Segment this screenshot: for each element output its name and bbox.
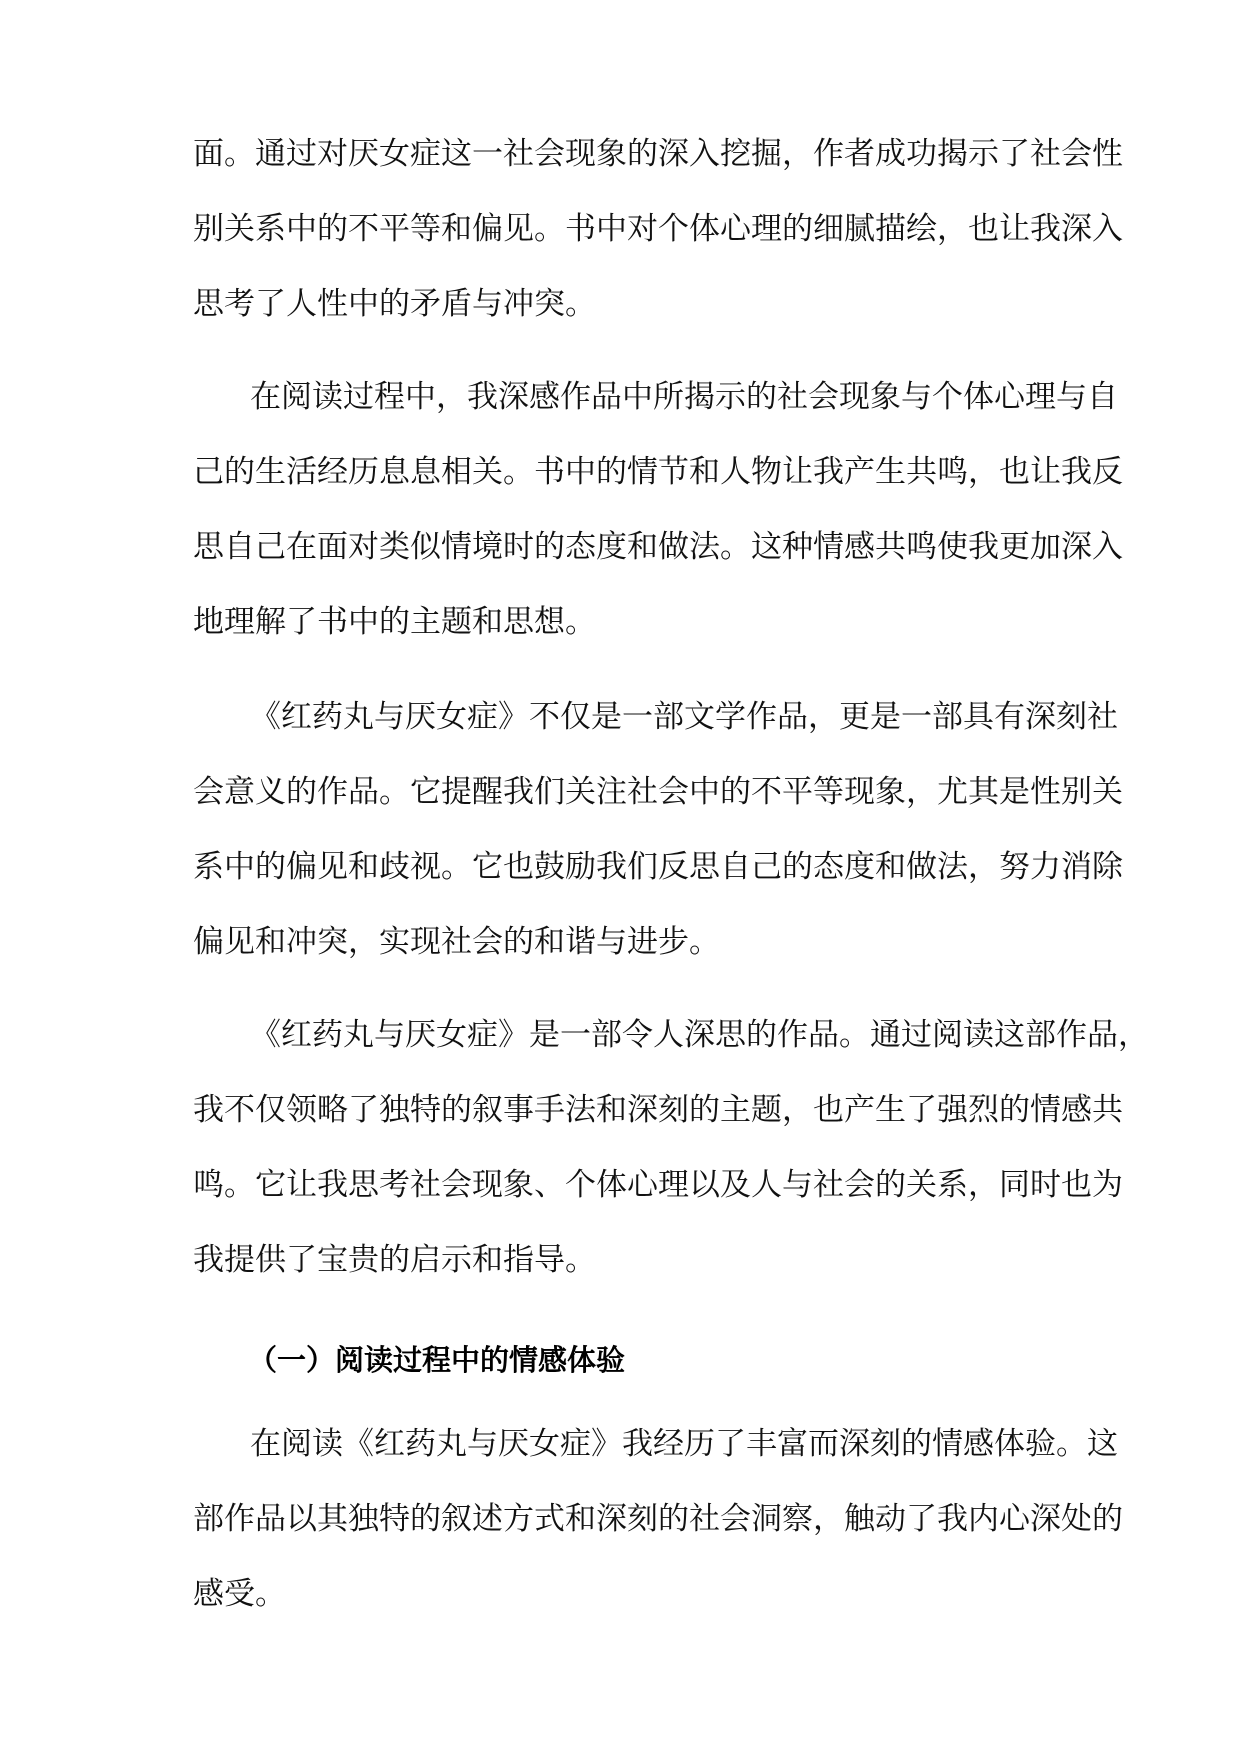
- paragraph-3-line-1: 《红药丸与厌女症》不仅是一部文学作品，更是一部具有深刻社: [250, 699, 1118, 735]
- paragraph-4-line-1: 《红药丸与厌女症》是一部令人深思的作品。通过阅读这部作品，: [250, 1017, 1149, 1053]
- section-paragraph-line-1: 在阅读《红药丸与厌女症》我经历了丰富而深刻的情感体验。这: [250, 1426, 1118, 1462]
- section-paragraph-line-3: 感受。: [193, 1576, 286, 1612]
- paragraph-3-line-4: 偏见和冲突，实现社会的和谐与进步。: [193, 924, 720, 960]
- paragraph-3-line-2: 会意义的作品。它提醒我们关注社会中的不平等现象，尤其是性别关: [193, 774, 1123, 810]
- paragraph-3-line-3: 系中的偏见和歧视。它也鼓励我们反思自己的态度和做法，努力消除: [193, 849, 1123, 885]
- paragraph-2-line-1: 在阅读过程中，我深感作品中所揭示的社会现象与个体心理与自: [250, 379, 1118, 415]
- paragraph-4-line-2: 我不仅领略了独特的叙事手法和深刻的主题，也产生了强烈的情感共: [193, 1092, 1123, 1128]
- paragraph-4-line-3: 鸣。它让我思考社会现象、个体心理以及人与社会的关系，同时也为: [193, 1167, 1123, 1203]
- paragraph-2-line-2: 己的生活经历息息相关。书中的情节和人物让我产生共鸣，也让我反: [193, 454, 1123, 490]
- section-heading: （一）阅读过程中的情感体验: [248, 1343, 626, 1377]
- paragraph-1-line-1: 面。通过对厌女症这一社会现象的深入挖掘，作者成功揭示了社会性: [193, 136, 1123, 172]
- paragraph-1-line-3: 思考了人性中的矛盾与冲突。: [193, 286, 596, 322]
- section-paragraph-line-2: 部作品以其独特的叙述方式和深刻的社会洞察，触动了我内心深处的: [193, 1501, 1123, 1537]
- paragraph-1-line-2: 别关系中的不平等和偏见。书中对个体心理的细腻描绘，也让我深入: [193, 211, 1123, 247]
- paragraph-4-line-4: 我提供了宝贵的启示和指导。: [193, 1242, 596, 1278]
- paragraph-2-line-4: 地理解了书中的主题和思想。: [193, 604, 596, 640]
- paragraph-2-line-3: 思自己在面对类似情境时的态度和做法。这种情感共鸣使我更加深入: [193, 529, 1123, 565]
